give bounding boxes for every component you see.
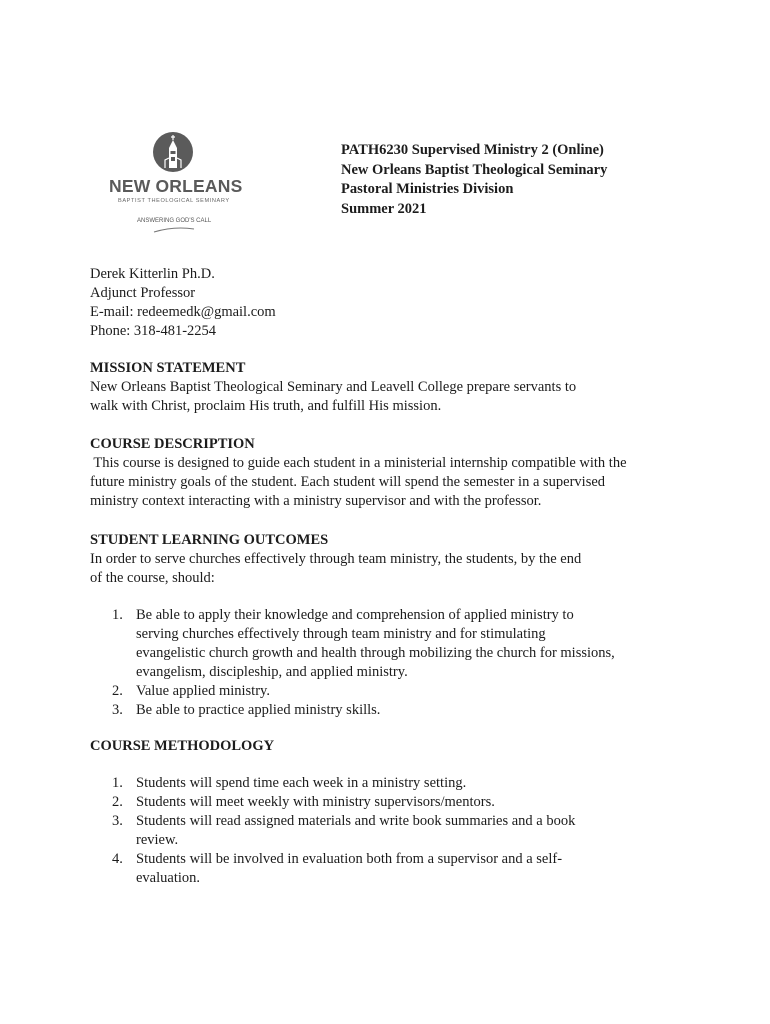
course-title: PATH6230 Supervised Ministry 2 (Online) bbox=[341, 142, 604, 158]
professor-email: E-mail: redeemedk@gmail.com bbox=[90, 304, 276, 320]
list-number: 3. bbox=[112, 813, 123, 829]
professor-phone: Phone: 318-481-2254 bbox=[90, 323, 217, 339]
outcomes-list bbox=[90, 606, 616, 720]
chapel-emblem-icon bbox=[151, 130, 195, 174]
methodology-heading: COURSE METHODOLOGY bbox=[90, 738, 275, 754]
course-header bbox=[341, 141, 607, 219]
mission-line: walk with Christ, proclaim His truth, and fulfill His mission. bbox=[90, 398, 442, 414]
mission-line: New Orleans Baptist Theological Seminary and Leavell College prepare servants to bbox=[90, 379, 577, 395]
logo-subtitle: BAPTIST THEOLOGICAL SEMINARY bbox=[118, 198, 230, 204]
list-item bbox=[90, 850, 616, 888]
list-text: Students will read assigned materials and write book summaries and a book review. bbox=[136, 813, 576, 848]
logo-tagline: ANSWERING GOD'S CALL bbox=[137, 218, 212, 224]
description-line: ministry context interacting with a ministry supervisor and with the professor. bbox=[90, 493, 542, 509]
seminary-logo bbox=[96, 130, 252, 238]
list-text: Students will spend time each week in a ministry setting. bbox=[136, 775, 467, 791]
list-item bbox=[90, 701, 616, 720]
professor-title: Adjunct Professor bbox=[90, 285, 196, 301]
mission-heading: MISSION STATEMENT bbox=[90, 360, 246, 376]
description-line: This course is designed to guide each student in a ministerial internship compatible with the bbox=[90, 455, 627, 471]
list-item bbox=[90, 812, 616, 850]
description-section bbox=[90, 435, 627, 511]
list-text: Students will be involved in evaluation both from a supervisor and a self-evaluation. bbox=[136, 851, 563, 886]
mission-section bbox=[90, 359, 576, 416]
list-item bbox=[90, 682, 616, 701]
list-item bbox=[90, 793, 616, 812]
professor-name: Derek Kitterlin Ph.D. bbox=[90, 266, 215, 282]
list-number: 2. bbox=[112, 683, 123, 699]
swoosh-icon bbox=[152, 226, 196, 234]
logo-name: NEW ORLEANS bbox=[109, 176, 243, 196]
methodology-section bbox=[90, 737, 616, 888]
list-text: Be able to practice applied ministry skills. bbox=[136, 702, 381, 718]
list-number: 1. bbox=[112, 607, 123, 623]
list-number: 2. bbox=[112, 794, 123, 810]
outcomes-intro: of the course, should: bbox=[90, 570, 215, 586]
term: Summer 2021 bbox=[341, 200, 427, 217]
description-line: future ministry goals of the student. Each student will spend the semester in a supervised bbox=[90, 474, 606, 490]
institution-name: New Orleans Baptist Theological Seminary bbox=[341, 161, 608, 178]
outcomes-intro: In order to serve churches effectively through team ministry, the students, by the end bbox=[90, 551, 582, 567]
list-text: Students will meet weekly with ministry supervisors/mentors. bbox=[136, 794, 495, 810]
methodology-list bbox=[90, 774, 616, 888]
list-number: 3. bbox=[112, 702, 123, 718]
outcomes-heading: STUDENT LEARNING OUTCOMES bbox=[90, 532, 329, 548]
list-text: Value applied ministry. bbox=[136, 683, 270, 699]
division-name: Pastoral Ministries Division bbox=[341, 181, 514, 197]
list-number: 1. bbox=[112, 775, 123, 791]
description-heading: COURSE DESCRIPTION bbox=[90, 436, 255, 452]
outcomes-section bbox=[90, 531, 616, 720]
list-text: Be able to apply their knowledge and comprehension of applied ministry to serving churches effectively through team ministry and for stimulating evangelistic church growth and health through mobilizing the church for missions, evangelism, discipleship, and applied ministry. bbox=[136, 607, 615, 680]
list-number: 4. bbox=[112, 851, 123, 867]
list-item bbox=[90, 606, 616, 682]
list-item bbox=[90, 774, 616, 793]
contact-block bbox=[90, 265, 276, 341]
